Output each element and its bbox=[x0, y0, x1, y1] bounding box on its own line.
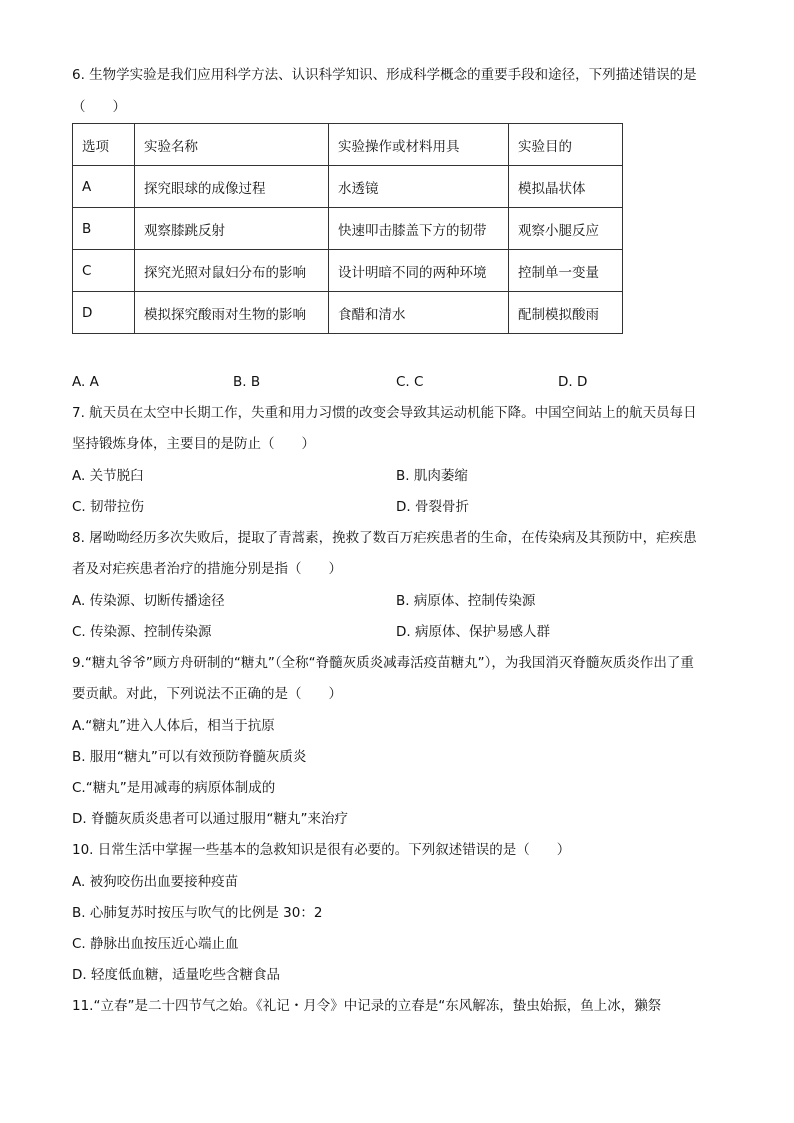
q6-stem: 6. 生物学实验是我们应用科学方法、认识科学知识、形成科学概念的重要手段和途径，下列描述错误的是 bbox=[72, 67, 697, 83]
table-cell: A bbox=[73, 166, 135, 208]
table-cell: 探究眼球的成像过程 bbox=[135, 166, 329, 208]
q7-stem-line2: 坚持锻炼身体，主要目的是防止（ ） bbox=[72, 436, 315, 452]
q8-option-c: C. 传染源、控制传染源 bbox=[72, 624, 212, 640]
q10-stem: 10. 日常生活中掌握一些基本的急救知识是很有必要的。下列叙述错误的是（ ） bbox=[72, 842, 571, 858]
q8-option-b: B. 病原体、控制传染源 bbox=[396, 593, 536, 609]
q9-stem-line1: 9.“糖丸爷爷”顾方舟研制的“糖丸”（全称“脊髓灰质炎减毒活疫苗糖丸”），为我国消灭脊髓灰质炎作出了重 bbox=[72, 655, 694, 671]
q6-option-c: C. C bbox=[396, 374, 424, 390]
q10-option-a: A. 被狗咬伤出血要接种疫苗 bbox=[72, 874, 239, 890]
table-row bbox=[73, 250, 623, 292]
q9-option-c: C.“糖丸”是用减毒的病原体制成的 bbox=[72, 780, 276, 796]
q9-option-b: B. 服用“糖丸”可以有效预防脊髓灰质炎 bbox=[72, 749, 307, 765]
q6-option-b: B. B bbox=[233, 374, 261, 390]
q8-option-a: A. 传染源、切断传播途径 bbox=[72, 593, 225, 609]
q7-option-d: D. 骨裂骨折 bbox=[396, 499, 469, 515]
q6-option-a: A. A bbox=[72, 374, 99, 390]
q7-option-a: A. 关节脱臼 bbox=[72, 468, 144, 484]
table-row bbox=[73, 166, 623, 208]
table-cell: 观察小腿反应 bbox=[509, 208, 623, 250]
table-cell: 探究光照对鼠妇分布的影响 bbox=[135, 250, 329, 292]
header-cell: 选项 bbox=[73, 124, 135, 166]
q8-stem-line1: 8. 屠呦呦经历多次失败后，提取了青蒿素，挽救了数百万疟疾患者的生命，在传染病及其预防中，疟疾患 bbox=[72, 530, 697, 546]
q7-stem-line1: 7. 航天员在太空中长期工作，失重和用力习惯的改变会导致其运动机能下降。中国空间站上的航天员每日 bbox=[72, 405, 697, 421]
header-cell: 实验名称 bbox=[135, 124, 329, 166]
q9-option-a: A.“糖丸”进入人体后，相当于抗原 bbox=[72, 718, 275, 734]
table-row bbox=[73, 292, 623, 334]
q7-option-c: C. 韧带拉伤 bbox=[72, 499, 145, 515]
q10-option-c: C. 静脉出血按压近心端止血 bbox=[72, 936, 239, 952]
table-cell: 食醋和清水 bbox=[329, 292, 509, 334]
table-cell: 配制模拟酸雨 bbox=[509, 292, 623, 334]
table-cell: 快速叩击膝盖下方的韧带 bbox=[329, 208, 509, 250]
header-cell: 实验操作或材料用具 bbox=[329, 124, 509, 166]
q11-stem-line1: 11.“立春”是二十四节气之始。《礼记・月令》中记录的立春是“东风解冻，蛰虫始振，鱼上冰，獭祭 bbox=[72, 998, 662, 1014]
table-row bbox=[73, 208, 623, 250]
q10-option-d: D. 轻度低血糖，适量吃些含糖食品 bbox=[72, 967, 280, 983]
q9-stem-line2: 要贡献。对此，下列说法不正确的是（ ） bbox=[72, 686, 342, 702]
table-cell: C bbox=[73, 250, 135, 292]
q8-option-d: D. 病原体、保护易感人群 bbox=[396, 624, 550, 640]
table-cell: 观察膝跳反射 bbox=[135, 208, 329, 250]
q10-option-b: B. 心肺复苏时按压与吹气的比例是 30：2 bbox=[72, 905, 323, 921]
table-cell: B bbox=[73, 208, 135, 250]
q8-stem-line2: 者及对疟疾患者治疗的措施分别是指（ ） bbox=[72, 561, 342, 577]
q6-option-d: D. D bbox=[558, 374, 588, 390]
q7-option-b: B. 肌肉萎缩 bbox=[396, 468, 468, 484]
table-cell: 设计明暗不同的两种环境 bbox=[329, 250, 509, 292]
q6-answer-paren: （ ） bbox=[72, 99, 126, 115]
table-header-row bbox=[73, 124, 623, 166]
table-cell: 水透镜 bbox=[329, 166, 509, 208]
table-cell: 控制单一变量 bbox=[509, 250, 623, 292]
header-cell: 实验目的 bbox=[509, 124, 623, 166]
table-cell: 模拟探究酸雨对生物的影响 bbox=[135, 292, 329, 334]
q9-option-d: D. 脊髓灰质炎患者可以通过服用“糖丸”来治疗 bbox=[72, 811, 348, 827]
experiment-table bbox=[72, 123, 623, 334]
table-cell: 模拟晶状体 bbox=[509, 166, 623, 208]
table-cell: D bbox=[73, 292, 135, 334]
